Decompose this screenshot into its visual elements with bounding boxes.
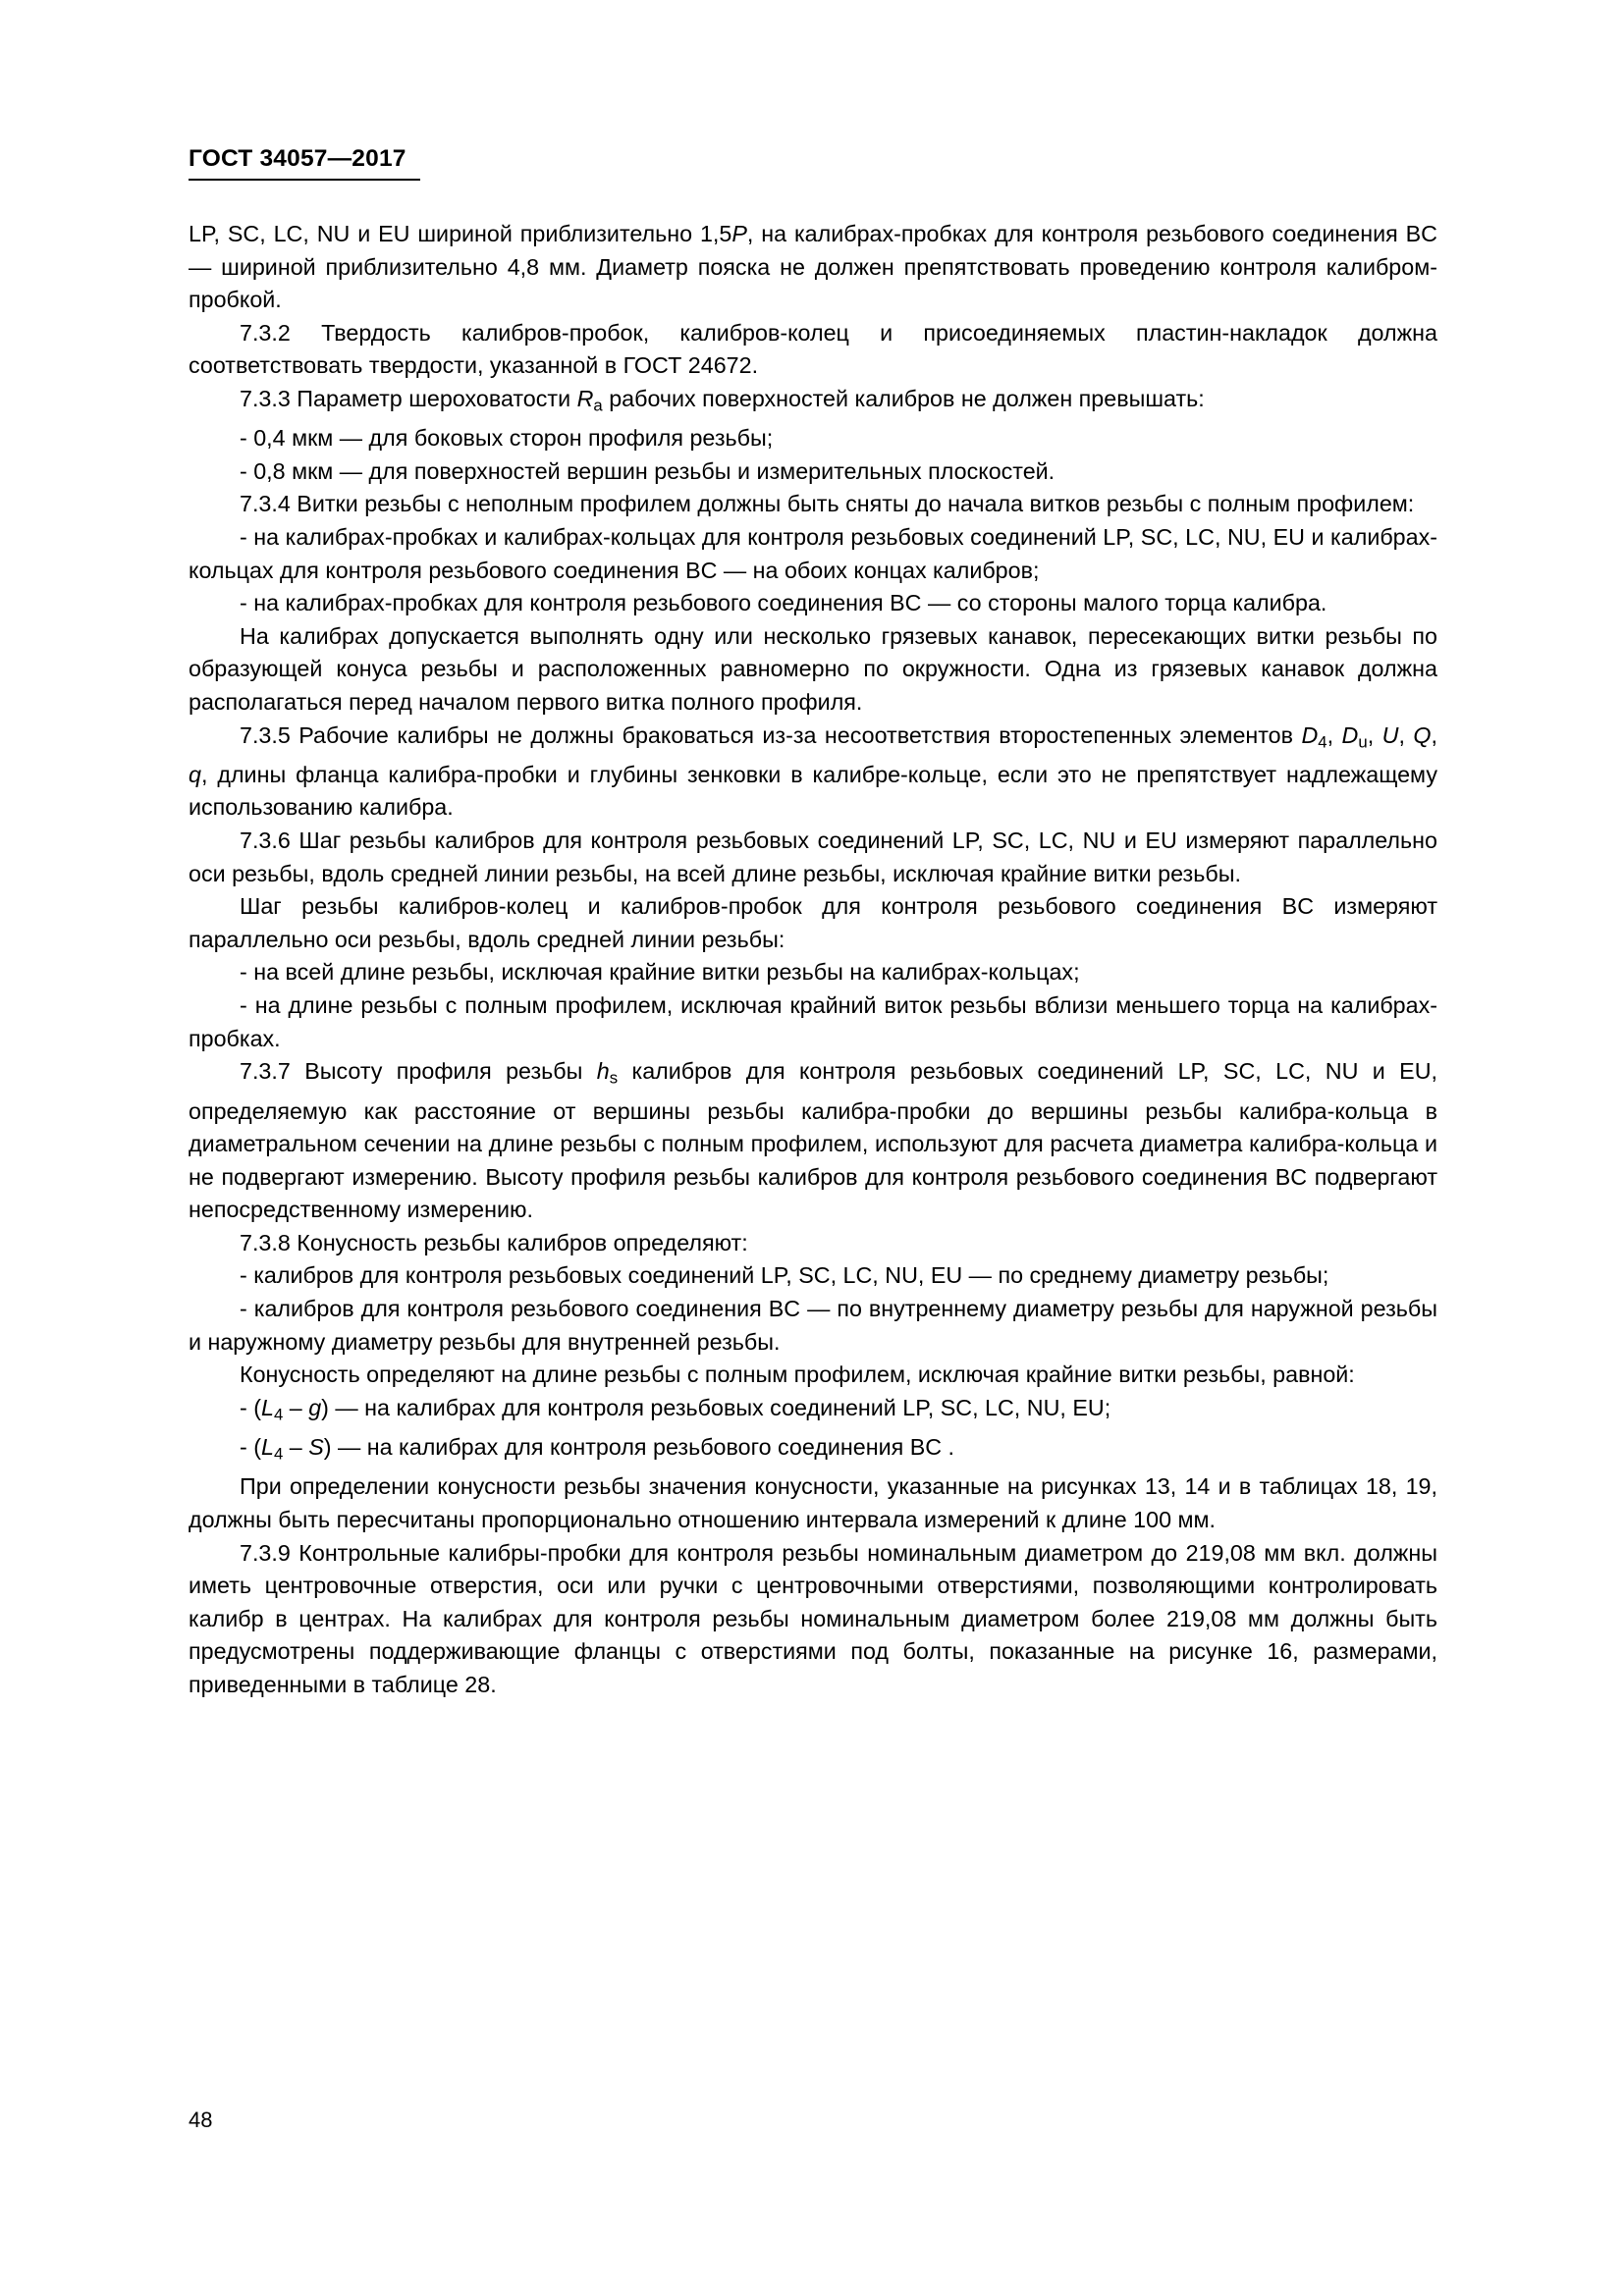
paragraph: - 0,8 мкм — для поверхностей вершин резьбы и измерительных плоскостей.	[240, 457, 1056, 484]
page-number: 48	[189, 2108, 213, 2132]
paragraph: - на всей длине резьбы, исключая крайние витки резьбы на калибрах-кольцах;	[240, 959, 1080, 986]
paragraph: 7.3.6 Шаг резьбы калибров для контроля резьбовых соединений LP, SC, LC, NU и EU измеряют параллельно оси резьбы, вдоль средней линии резьбы, на всей длине резьбы, исключая крайние витки резьбы.	[189, 828, 1437, 886]
paragraph: 7.3.5 Рабочие калибры не должны браковаться из-за несоответствия второстепенных элементов $D_4$, $D_u$, U, Q, q, длины фланца калибра-пробки и глубины зенковки в калибре-кольце, если это не препятствует надлежащему использованию калибра.	[189, 721, 1437, 821]
paragraph: 7.3.9 Контрольные калибры-пробки для контроля резьбы номинальным диаметром до 219,08 мм вкл. должны иметь центровочные отверстия, оси или ручки с центровочными отверстиями, позволяющими контролировать калибр в центрах. На калибрах для контроля резьбы номинальным диаметром более 219,08 мм должны быть предусмотрены поддерживающие фланцы с отверстиями под болты, показанные на рисунке 16, размерами, приведенными в таблице 28.	[189, 1539, 1437, 1697]
document-body-text	[189, 218, 1437, 1702]
paragraph: - калибров для контроля резьбовых соединений LP, SC, LC, NU, EU — по среднему диаметру резьбы;	[240, 1262, 1329, 1289]
paragraph: - на калибрах-пробках и калибрах-кольцах для контроля резьбовых соединений LP, SC, LC, NU, EU и калибрах-кольцах для контроля резьбового соединения BC — на обоих концах калибров;	[189, 524, 1437, 583]
paragraph: - на калибрах-пробках для контроля резьбового соединения BC — со стороны малого торца калибра.	[240, 590, 1327, 616]
header-underline	[189, 179, 420, 181]
paragraph: LP, SC, LC, NU и EU шириной приблизительно 1,5P, на калибрах-пробках для контроля резьбового соединения BC — шириной приблизительно 4,8 мм. Диаметр пояска не должен препятствовать проведению контроля калибром-пробкой.	[189, 221, 1437, 313]
paragraph: - калибров для контроля резьбового соединения BC — по внутреннему диаметру резьбы для наружной резьбы и наружному диаметру резьбы для внутренней резьбы.	[189, 1296, 1437, 1355]
paragraph: Конусность определяют на длине резьбы с полным профилем, исключая крайние витки резьбы, равной:	[240, 1362, 1355, 1388]
paragraph: 7.3.2 Твердость калибров-пробок, калибров-колец и присоединяемых пластин-накладок должна соответствовать твердости, указанной в ГОСТ 24672.	[189, 319, 1437, 379]
paragraph: Шаг резьбы калибров-колец и калибров-пробок для контроля резьбового соединения BC измеряют параллельно оси резьбы, вдоль средней линии резьбы:	[189, 893, 1437, 952]
paragraph: 7.3.7 Высоту профиля резьбы $h_s$ калибров для контроля резьбовых соединений LP, SC, LC, NU и EU, определяемую как расстояние от вершины резьбы калибра-пробки до вершины резьбы калибра-кольца в диаметральном сечении на длине резьбы с полным профилем, используют для расчета диаметра калибра-кольца и не подвергают измерению. Высоту профиля резьбы калибров для контроля резьбового соединения BC подвергают непосредственному измерению.	[189, 1058, 1437, 1223]
paragraph: - $(L_4 - g)$ — на калибрах для контроля резьбовых соединений LP, SC, LC, NU, EU;	[240, 1394, 1111, 1424]
paragraph: - $(L_4 - S)$ — на калибрах для контроля резьбового соединения BC .	[240, 1434, 955, 1464]
paragraph: 7.3.4 Витки резьбы с неполным профилем должны быть сняты до начала витков резьбы с полным профилем:	[240, 491, 1415, 517]
paragraph: При определении конусности резьбы значения конусности, указанные на рисунках 13, 14 и в таблицах 18, 19, должны быть пересчитаны пропорционально отношению интервала измерений к длине 100 мм.	[189, 1473, 1437, 1532]
paragraph: - 0,4 мкм — для боковых сторон профиля резьбы;	[240, 425, 774, 452]
paragraph: - на длине резьбы с полным профилем, исключая крайний виток резьбы вблизи меньшего торца на калибрах-пробках.	[189, 992, 1437, 1051]
paragraph: 7.3.3 Параметр шероховатости $R_a$ рабочих поверхностей калибров не должен превышать:	[240, 385, 1205, 415]
paragraph: На калибрах допускается выполнять одну или несколько грязевых канавок, пересекающих витки резьбы по образующей конуса резьбы и расположенных равномерно по окружности. Одна из грязевых канавок должна располагаться перед началом первого витка полного профиля.	[189, 622, 1437, 715]
standard-designation-header: ГОСТ 34057—2017	[189, 145, 406, 172]
paragraph: 7.3.8 Конусность резьбы калибров определяют:	[240, 1229, 748, 1255]
